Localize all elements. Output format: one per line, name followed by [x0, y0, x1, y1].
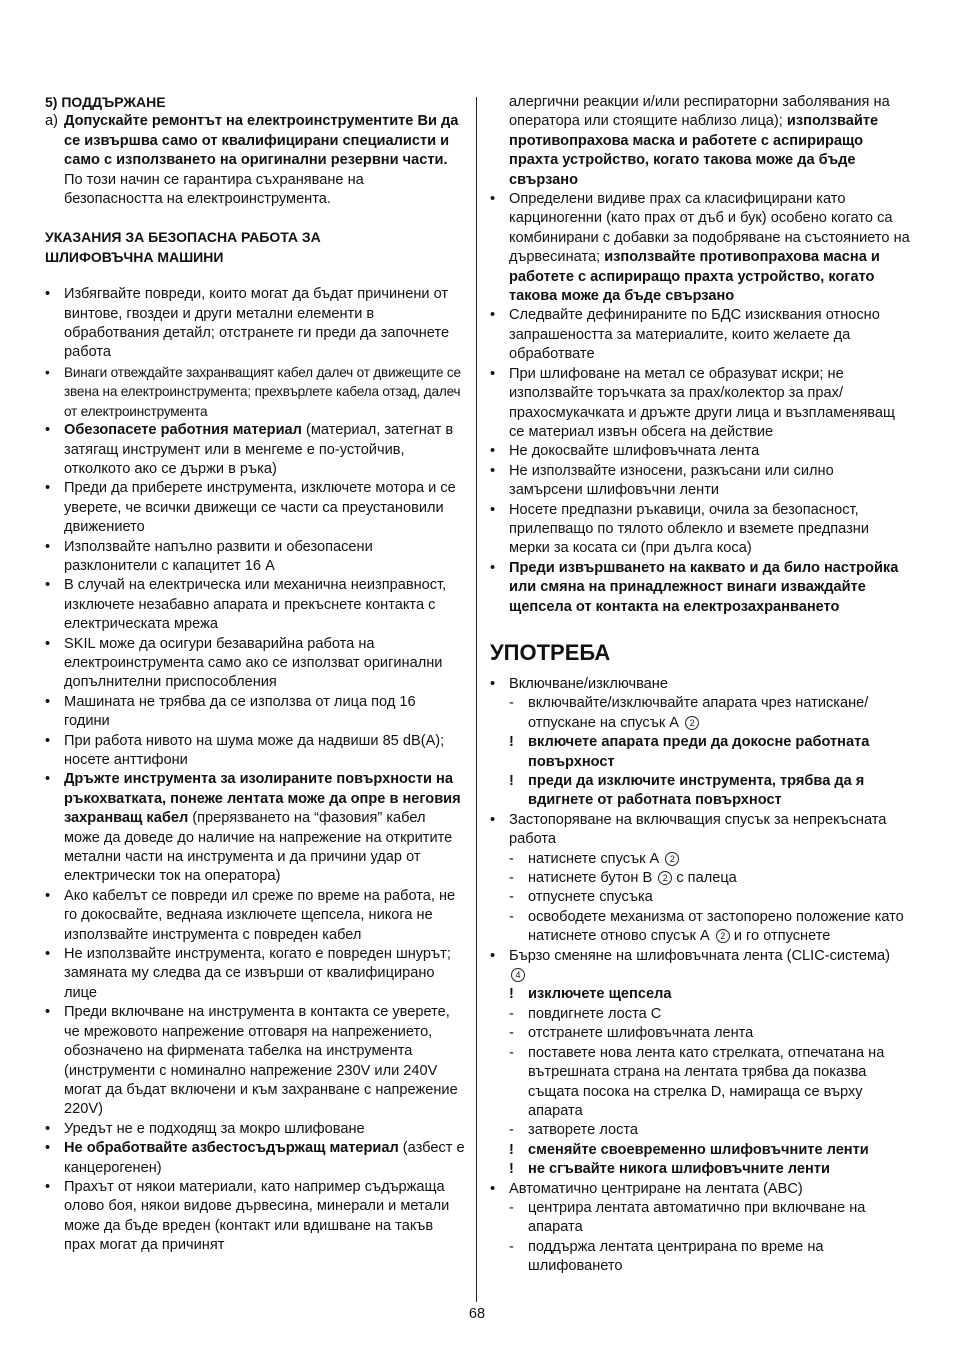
- warning-item: [490, 1160, 910, 1179]
- safety-heading-line: УКАЗАНИЯ ЗА БЕЗОПАСНА РАБОТА ЗА: [45, 229, 321, 246]
- sub-item: [490, 869, 910, 888]
- warning-marker: !: [509, 1161, 514, 1178]
- item-text: Винаги отвеждайте захранващият кабел далеч от движещите се звена на електроинструмента; прехвърлете кабела отзад, далеч от електроинструмента: [64, 364, 461, 419]
- warning-marker: !: [509, 773, 514, 789]
- item-text: и го отпуснете: [729, 928, 831, 945]
- list-item: [45, 285, 465, 363]
- dash-marker: -: [509, 889, 514, 906]
- list-item: [490, 365, 910, 443]
- item-text: не сгъвайте никога шлифовъчните ленти: [528, 1161, 830, 1178]
- figure-ref-icon: 2: [716, 929, 730, 943]
- dash-marker: -: [509, 1005, 514, 1022]
- continued-paragraph: [490, 93, 910, 190]
- item-text: Бързо сменяне на шлифовъчната лента (CLIC-система): [509, 947, 890, 964]
- item-text: включете апарата преди да докосне работната повърхност: [528, 734, 870, 770]
- sub-item: [490, 908, 910, 947]
- item-text: Ако кабелът се повреди ил среже по време на работа, не го докосвайте, веднаяа изключете щепсела, никога не използвайте инструмента с повреден кабел: [64, 887, 456, 943]
- left-column: [45, 93, 465, 1256]
- sub-item: [490, 1121, 910, 1140]
- list-item: [45, 770, 465, 886]
- warning-marker: !: [509, 734, 514, 751]
- warning-marker: !: [509, 986, 514, 1003]
- safety-heading-line: ШЛИФОВЪЧНА МАШИНИ: [45, 248, 224, 265]
- item-text: освободете механизма от застопорено положение като натиснете отново спусък А: [528, 908, 904, 945]
- item-text: Застопоряване на включващия спусък за непрекъсната работа: [509, 811, 887, 848]
- list-item: [45, 421, 465, 479]
- item-bold: Не обработвайте азбестосъдържащ материал: [64, 1140, 399, 1157]
- item-text: поставете нова лента като стрелката, отпечатана на вътрешната страна на лентата трябва да показва същата посока на стрелка D, намираща се върху апарата: [528, 1044, 885, 1119]
- figure-ref-icon: 2: [685, 716, 699, 730]
- warning-item: [490, 1141, 910, 1160]
- safety-heading: [45, 228, 465, 267]
- item-text: поддържа лентата центрирана по време на шлифоването: [528, 1238, 824, 1275]
- item-text: Прахът от някои материали, като например съдържаща олово боя, някои видове дървесина, минерали и метали може да бъде вреден (контакт или вдишване на такъв прах могат да причинят: [64, 1178, 450, 1254]
- item-text: Определени видиве прах са класифицирани като карциногенни (като прах от дъб и бук) особено когато са комбинирани с добавки за подобряване на състоянието на дървесината;: [509, 191, 910, 266]
- list-item: [490, 559, 910, 617]
- item-text: (материал, затегнат в затягащ инструмент или в менгеме е по-устойчив, отколкото ако се държи в ръка): [64, 422, 454, 477]
- list-item: [490, 190, 910, 306]
- usage-heading: УПОТРЕБА: [490, 639, 611, 665]
- sub-item: [490, 1005, 910, 1024]
- item-text: Следвайте дефинираните по БДС изисквания относно запрашеността за материалите, които желаете да обработвате: [509, 307, 880, 363]
- list-item: [490, 501, 910, 559]
- sub-item: [490, 1238, 910, 1277]
- list-item: [45, 732, 465, 771]
- list-item: [490, 442, 910, 461]
- item-text: отпуснете спусъка: [528, 889, 653, 906]
- item-text: Избягвайте повреди, които могат да бъдат причинени от винтове, гвоздеи и други метални елементи в обработвания детайл; отстранете ги преди да започнете работа: [64, 286, 450, 361]
- list-item: [45, 887, 465, 945]
- list-item: [45, 576, 465, 634]
- maintenance-bold: Допускайте ремонтът на електроинструментите Ви да се извършва само от квалифицирани специалисти и само с използването на оригинални резервни части.: [64, 113, 459, 169]
- item-text: изключете щепсела: [528, 986, 672, 1003]
- item-text: сменяйте своевременно шлифовъчните ленти: [528, 1141, 869, 1158]
- list-item: [490, 1180, 910, 1199]
- item-text: повдигнете лоста C: [528, 1005, 662, 1022]
- right-column: [490, 93, 910, 1277]
- sub-item: [490, 1044, 910, 1122]
- list-item: [490, 306, 910, 364]
- sub-item: [490, 694, 910, 733]
- figure-ref-icon: 2: [658, 871, 672, 885]
- maintenance-lead: a): [45, 113, 58, 130]
- item-text: Включване/изключване: [509, 675, 668, 692]
- safety-list: [45, 285, 465, 1255]
- warning-item: [490, 733, 910, 772]
- list-item: [490, 811, 910, 850]
- continued-text: алергични реакции и/или респираторни заболявания на оператора или стоящите наблизо лица);: [509, 94, 890, 130]
- maintenance-paragraph: [45, 112, 465, 209]
- dash-marker: -: [509, 1199, 514, 1216]
- item-text: Машината не трябва да се използва от лица под 16 години: [64, 693, 416, 730]
- list-item: [45, 693, 465, 732]
- item-text: отстранете шлифовъчната лента: [528, 1025, 754, 1042]
- column-divider: [476, 97, 477, 1302]
- safety-list-continued: [490, 190, 910, 617]
- item-text: SKIL може да осигури безаварийна работа на електроинструмента само ако се използват оригинални допълнителни приспособления: [64, 635, 443, 691]
- item-bold: Преди извършването на каквато и да било настройка или смяна на принадлежност винаги изваждайте щепсела от контакта на електрозахранването: [509, 559, 899, 615]
- maintenance-rest: По този начин се гарантира съхраняване на безопасността на електроинструмента.: [64, 171, 364, 208]
- page-number: 68: [468, 1306, 486, 1322]
- list-item: [45, 1120, 465, 1139]
- item-text: натиснете бутон В: [528, 870, 653, 887]
- item-bold: Обезопасете работния материал: [64, 422, 302, 439]
- warning-item: [490, 985, 910, 1004]
- item-text: Носете предпазни ръкавици, очила за безопасност, прилепващо по тялото облекло и вземете предпазни мерки за косата си (при дълга коса): [509, 501, 869, 557]
- item-text: Автоматично центриране на лентата (ABC): [509, 1180, 803, 1197]
- list-item: [45, 945, 465, 1003]
- item-text: Използвайте напълно развити и обезопасени разклонители с капацитет 16 А: [64, 538, 373, 574]
- item-text: включвайте/изключвайте апарата чрез натискане/ отпускане на спусък А: [528, 695, 869, 731]
- sub-item: [490, 1199, 910, 1238]
- dash-marker: -: [509, 1025, 514, 1042]
- dash-marker: -: [509, 1044, 514, 1061]
- sub-item: [490, 850, 910, 869]
- item-text: преди да изключите инструмента, трябва да я вдигнете от работната повърхност: [528, 773, 865, 809]
- item-text: Преди включване на инструмента в контакта се уверете, че мрежовото напрежение отговаря на напрежението, обозначено на фирмената табелка на инструмента (инструменти с номинално напрежение 230V или 240V могат да бъдат включени и към захранване с напрежение 220V): [64, 1004, 458, 1118]
- sub-item: [490, 1024, 910, 1043]
- dash-marker: -: [509, 1122, 514, 1139]
- item-text: Преди да приберете инструмента, изключете мотора и се уверете, че всички движещи се части са преустановили движението: [64, 480, 456, 536]
- dash-marker: -: [509, 850, 514, 867]
- list-item: [490, 675, 910, 694]
- item-text: В случай на електрическа или механична неизправност, изключете незабавно апарата и прекъснете контакта с електрическата мрежа: [64, 577, 447, 633]
- sub-item: [490, 888, 910, 907]
- warning-marker: !: [509, 1141, 514, 1158]
- item-text: центрира лентата автоматично при включване на апарата: [528, 1199, 866, 1236]
- item-bold: използвайте противопрахова масна и работете с аспириращо прахта устройство, когато такова може да бъде свързано: [509, 249, 880, 305]
- item-text: (азбест е канцерогенен): [64, 1140, 465, 1176]
- item-text: При шлифоване на метал се образуват искри; не използвайте торъчката за прах/колектор за прах/прахосмукачката и дръжте други лица и възпламеняващ се материал извън обсега на действие: [509, 365, 896, 440]
- dash-marker: -: [509, 870, 514, 887]
- item-text: затворете лоста: [528, 1122, 639, 1139]
- item-text: Уредът не е подходящ за мокро шлифоване: [64, 1120, 365, 1137]
- item-text: (прерязването на “фазовия” кабел може да доведе до наличие на напрежение на откритите метални части на инструмента и да причини удар от електрически ток на оператора): [64, 810, 453, 885]
- continued-bold: използвайте противопрахова маска и работете с аспириращо прахта устройство, когато такова може да бъде свързано: [509, 113, 879, 188]
- item-bold: Дръжте инструмента за изолираните повърхности на ръкохватката, понеже лентата може да опре в неговия захранващ кабел: [64, 771, 461, 827]
- item-text: Не използвайте инструмента, когато е повреден шнурът; замяната му следва да се извърши от квалифицирано лице: [64, 946, 451, 1001]
- item-text: Не използвайте износени, разкъсани или силно замърсени шлифовъчни ленти: [509, 462, 834, 499]
- dash-marker: -: [509, 695, 514, 712]
- figure-ref-icon: 4: [511, 968, 525, 982]
- dash-marker: -: [509, 908, 514, 925]
- maintenance-heading: 5) ПОДДЪРЖАНЕ: [45, 94, 166, 110]
- list-item: [45, 635, 465, 693]
- list-item: [490, 947, 910, 986]
- list-item: [45, 1139, 465, 1178]
- item-text: При работа нивото на шума може да надвиши 85 dB(A); носете анттифони: [64, 732, 445, 768]
- item-text: с палеца: [672, 870, 737, 887]
- usage-list: [490, 675, 910, 1277]
- list-item: [45, 538, 465, 577]
- dash-marker: -: [509, 1238, 514, 1255]
- list-item: [45, 1003, 465, 1119]
- list-item: [45, 479, 465, 537]
- list-item: [45, 363, 465, 421]
- warning-item: [490, 772, 910, 811]
- figure-ref-icon: 2: [665, 852, 679, 866]
- item-text: натиснете спусък А: [528, 850, 660, 867]
- list-item: [45, 1178, 465, 1256]
- list-item: [490, 462, 910, 501]
- item-text: Не докосвайте шлифовъчната лента: [509, 443, 760, 460]
